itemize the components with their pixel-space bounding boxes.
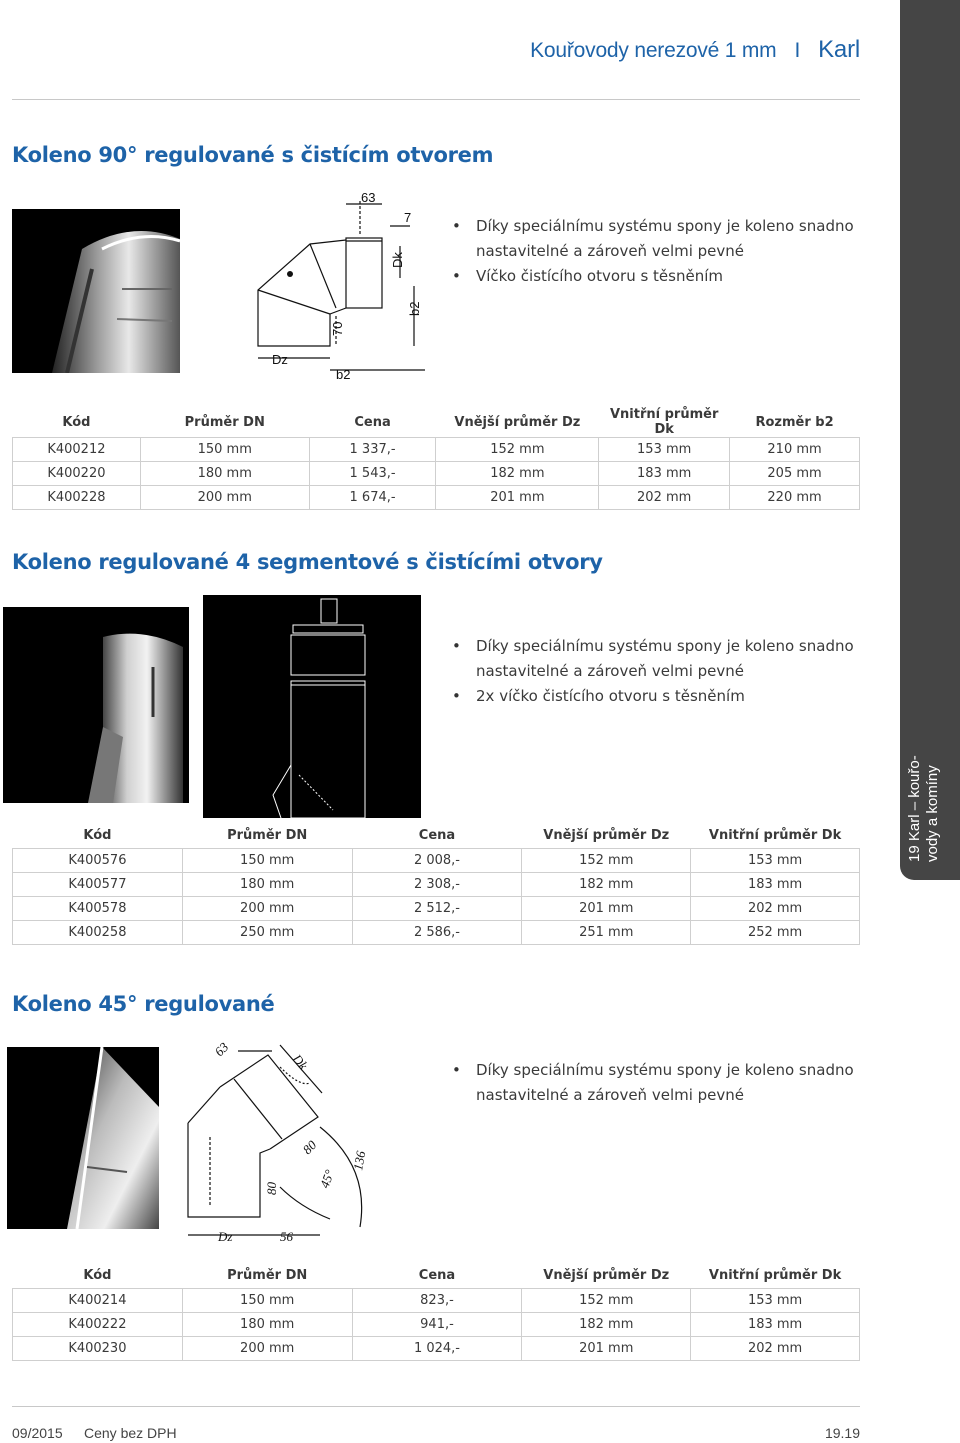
chapter-side-tab bbox=[900, 0, 960, 880]
table-row bbox=[13, 896, 860, 920]
table-cell: K400214 bbox=[13, 1288, 183, 1312]
table-cell: K400578 bbox=[13, 896, 183, 920]
column-header: Kód bbox=[13, 824, 183, 848]
elbow-90-photo-graphic bbox=[12, 209, 180, 373]
feature-list-elbow-90 bbox=[452, 214, 872, 289]
table-row bbox=[13, 872, 860, 896]
table-cell: 1 024,- bbox=[352, 1336, 522, 1360]
feature-item: • Víčko čistícího otvoru s těsněním bbox=[452, 264, 872, 289]
table-cell: 183 mm bbox=[691, 872, 860, 896]
spec-table-elbow-4-segment bbox=[12, 824, 860, 945]
column-header: Vnitřní průměr Dk bbox=[691, 824, 860, 848]
table-cell: 202 mm bbox=[599, 486, 730, 510]
column-header: Cena bbox=[352, 824, 522, 848]
table-cell: 152 mm bbox=[436, 438, 599, 462]
feature-item: • 2x víčko čistícího otvoru s těsněním bbox=[452, 684, 872, 709]
table-header-row bbox=[13, 407, 860, 438]
technical-drawing-elbow-45 bbox=[180, 1037, 380, 1247]
footer-date: 09/2015 bbox=[12, 1425, 63, 1441]
section-title-elbow-4-segment: Koleno regulované 4 segmentové s čistícími otvory bbox=[12, 550, 603, 574]
table-cell: 1 543,- bbox=[309, 462, 436, 486]
table-cell: K400220 bbox=[13, 462, 141, 486]
column-header: Cena bbox=[352, 1264, 522, 1288]
product-photo-elbow-90 bbox=[12, 209, 180, 373]
header-title-line bbox=[530, 36, 860, 64]
table-cell: 252 mm bbox=[691, 920, 860, 944]
table-row bbox=[13, 486, 860, 510]
dim-b2-vertical: b2 bbox=[407, 301, 422, 316]
table-row bbox=[13, 438, 860, 462]
table-cell: 202 mm bbox=[691, 1336, 860, 1360]
column-header: Kód bbox=[13, 1264, 183, 1288]
table-row bbox=[13, 1312, 860, 1336]
column-header: Rozměr b2 bbox=[730, 407, 860, 438]
table-cell: 153 mm bbox=[691, 848, 860, 872]
table-cell: K400577 bbox=[13, 872, 183, 896]
header-separator: I bbox=[794, 39, 801, 62]
table-cell: 201 mm bbox=[436, 486, 599, 510]
dim-56: 56 bbox=[280, 1229, 293, 1244]
side-tab-label bbox=[906, 662, 942, 862]
section-title-elbow-90: Koleno 90° regulované s čistícím otvorem bbox=[12, 143, 494, 167]
dim-dz: Dz bbox=[272, 352, 288, 367]
dim-angle-45: 45° bbox=[316, 1167, 338, 1191]
table-cell: 180 mm bbox=[182, 1312, 352, 1336]
feature-list-elbow-4-segment bbox=[452, 634, 872, 709]
table-cell: 200 mm bbox=[182, 896, 352, 920]
table-cell: 150 mm bbox=[182, 848, 352, 872]
dim-dk: Dk bbox=[390, 252, 405, 268]
column-header: Vnější průměr Dz bbox=[436, 407, 599, 438]
table-cell: 200 mm bbox=[140, 486, 309, 510]
table-cell: K400230 bbox=[13, 1336, 183, 1360]
table-cell: 183 mm bbox=[599, 462, 730, 486]
table-cell: 205 mm bbox=[730, 462, 860, 486]
table-cell: 201 mm bbox=[522, 1336, 691, 1360]
section-title-elbow-45: Koleno 45° regulované bbox=[12, 992, 275, 1016]
table-cell: 153 mm bbox=[599, 438, 730, 462]
table-cell: 2 008,- bbox=[352, 848, 522, 872]
table-cell: 150 mm bbox=[182, 1288, 352, 1312]
column-header: Vnější průměr Dz bbox=[522, 824, 691, 848]
side-tab-line-1: 19 Karl – kouřo- bbox=[906, 755, 923, 862]
table-cell: 200 mm bbox=[182, 1336, 352, 1360]
table-cell: 180 mm bbox=[140, 462, 309, 486]
dim-dk: Dk bbox=[289, 1051, 311, 1073]
feature-item: • Díky speciálnímu systému spony je koleno snadno nastavitelné a zároveň velmi pevné bbox=[452, 214, 872, 264]
table-cell: 220 mm bbox=[730, 486, 860, 510]
column-header: Průměr DN bbox=[140, 407, 309, 438]
table-cell: 201 mm bbox=[522, 896, 691, 920]
feature-item: • Díky speciálnímu systému spony je koleno snadno nastavitelné a zároveň velmi pevné bbox=[452, 1058, 872, 1108]
table-cell: 251 mm bbox=[522, 920, 691, 944]
dim-7: 7 bbox=[404, 210, 412, 225]
table-cell: 202 mm bbox=[691, 896, 860, 920]
table-row bbox=[13, 462, 860, 486]
table-cell: 1 674,- bbox=[309, 486, 436, 510]
header-title: Kouřovody nerezové 1 mm bbox=[530, 39, 777, 62]
column-header: Kód bbox=[13, 407, 141, 438]
feature-list-elbow-45 bbox=[452, 1058, 872, 1108]
elbow-4-segment-drawing-graphic bbox=[203, 595, 421, 818]
side-tab-line-2: vody a komíny bbox=[924, 765, 941, 862]
table-cell: K400228 bbox=[13, 486, 141, 510]
table-cell: 180 mm bbox=[182, 872, 352, 896]
table-header-row bbox=[13, 824, 860, 848]
column-header: Vnitřní průměr Dk bbox=[599, 407, 730, 438]
column-header: Vnější průměr Dz bbox=[522, 1264, 691, 1288]
table-cell: 2 308,- bbox=[352, 872, 522, 896]
page-footer bbox=[12, 1406, 860, 1443]
dim-80-lower: 80 bbox=[264, 1182, 279, 1195]
spec-table-elbow-90 bbox=[12, 407, 860, 510]
feature-item: • Díky speciálnímu systému spony je koleno snadno nastavitelné a zároveň velmi pevné bbox=[452, 634, 872, 684]
table-row bbox=[13, 848, 860, 872]
table-cell: K400212 bbox=[13, 438, 141, 462]
dim-136: 136 bbox=[350, 1149, 369, 1172]
elbow-4-segment-photo-graphic bbox=[3, 607, 189, 803]
dim-b2-horizontal: b2 bbox=[336, 367, 351, 382]
table-cell: 210 mm bbox=[730, 438, 860, 462]
table-cell: 182 mm bbox=[522, 1312, 691, 1336]
table-cell: 941,- bbox=[352, 1312, 522, 1336]
table-header-row bbox=[13, 1264, 860, 1288]
table-row bbox=[13, 1336, 860, 1360]
table-row bbox=[13, 1288, 860, 1312]
column-header: Cena bbox=[309, 407, 436, 438]
table-cell: K400222 bbox=[13, 1312, 183, 1336]
column-header: Vnitřní průměr Dk bbox=[691, 1264, 860, 1288]
table-cell: 150 mm bbox=[140, 438, 309, 462]
footer-price-note: Ceny bez DPH bbox=[84, 1425, 177, 1441]
table-cell: 153 mm bbox=[691, 1288, 860, 1312]
table-cell: 183 mm bbox=[691, 1312, 860, 1336]
table-cell: 152 mm bbox=[522, 848, 691, 872]
table-cell: 823,- bbox=[352, 1288, 522, 1312]
cleaning-hole-dot bbox=[287, 271, 293, 277]
table-cell: 250 mm bbox=[182, 920, 352, 944]
spec-table-elbow-45 bbox=[12, 1264, 860, 1361]
table-cell: 152 mm bbox=[522, 1288, 691, 1312]
table-cell: 1 337,- bbox=[309, 438, 436, 462]
dim-63: 63 bbox=[361, 190, 376, 205]
header-brand: Karl bbox=[818, 36, 860, 63]
table-cell: K400576 bbox=[13, 848, 183, 872]
technical-drawing-elbow-4-segment bbox=[203, 595, 421, 818]
table-row bbox=[13, 920, 860, 944]
dim-63: 63 bbox=[211, 1039, 232, 1060]
product-photo-elbow-45 bbox=[7, 1047, 159, 1229]
table-cell: 182 mm bbox=[522, 872, 691, 896]
dim-dz: Dz bbox=[218, 1229, 233, 1244]
table-cell: K400258 bbox=[13, 920, 183, 944]
dim-80-upper: 80 bbox=[299, 1137, 320, 1158]
column-header: Průměr DN bbox=[182, 824, 352, 848]
elbow-45-photo-graphic bbox=[7, 1047, 159, 1229]
dim-70: 70 bbox=[330, 321, 345, 336]
column-header: Průměr DN bbox=[182, 1264, 352, 1288]
table-cell: 2 586,- bbox=[352, 920, 522, 944]
footer-page-number: 19.19 bbox=[824, 1425, 860, 1441]
page-header bbox=[12, 36, 860, 100]
product-photo-elbow-4-segment bbox=[3, 607, 189, 803]
table-cell: 182 mm bbox=[436, 462, 599, 486]
technical-drawing-elbow-90 bbox=[250, 186, 440, 386]
table-cell: 2 512,- bbox=[352, 896, 522, 920]
